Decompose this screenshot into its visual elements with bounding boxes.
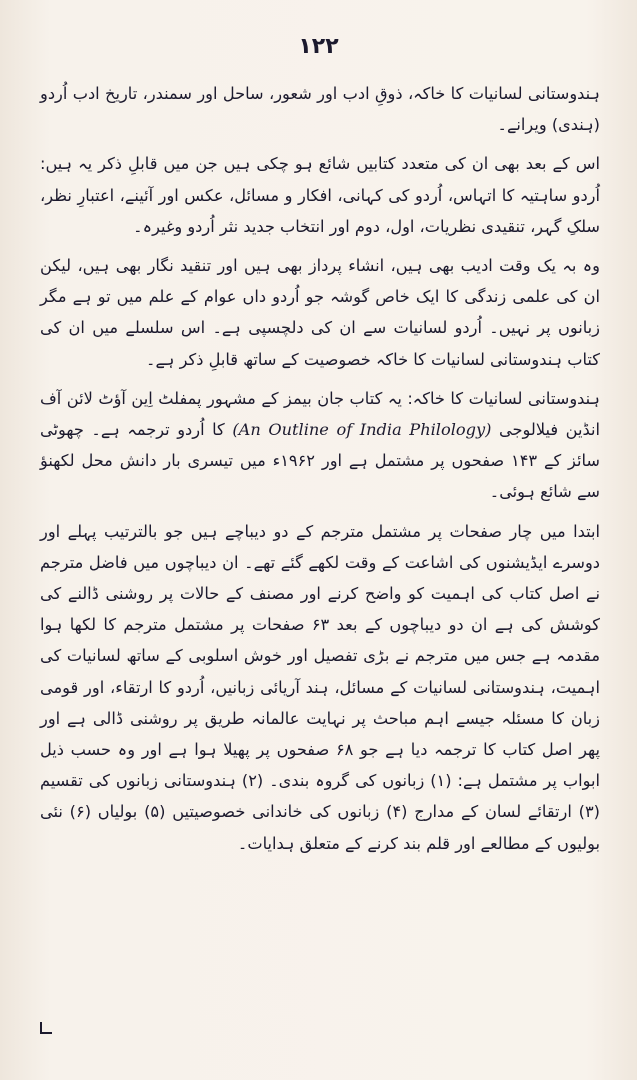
- body-text: [40, 78, 600, 867]
- english-title: (An Outline of India Philology): [232, 420, 492, 440]
- paragraph-book-list-intro: ہندوستانی لسانیات کا خاکہ، ذوقِ ادب اور شعور، ساحل اور سمندر، تاریخ ادب اُردو (ہندی) ویرانے۔: [40, 84, 600, 135]
- book-translation-text: کا اُردو ترجمہ ہے۔ چھوٹی سائز کے ۱۴۳ صفحوں پر مشتمل ہے اور ۱۹۶۲ء میں تیسری بار دانش محل لکھنؤ سے شائع ہوئی۔: [40, 420, 600, 502]
- corner-mark: [40, 1022, 52, 1034]
- paragraph-author-profile: وہ بہ یک وقت ادیب بھی ہیں، انشاء پرداز بھی ہیں اور تنقید نگار بھی ہیں، لیکن ان کی علمی زندگی کا ایک خاص گوشہ جو اُردو داں عوام کے علم میں تو ہے مگر زبانوں پر نہیں۔ اُردو لسانیات سے ان کی دلچسپی ہے۔ اس سلسلے میں ان کی کتاب ہندوستانی لسانیات کا خاکہ خصوصیت کے ساتھ قابلِ ذکر ہے۔: [40, 256, 600, 369]
- page-number: ۱۲۲: [298, 34, 339, 59]
- paragraph-later-works: اس کے بعد بھی ان کی متعدد کتابیں شائع ہو چکی ہیں جن میں قابلِ ذکر یہ ہیں: اُردو ساہتیہ کا اتہاس، اُردو کی کہانی، افکار و مسائل، عکس اور آئینے، اعتبارِ نظر، سلکِ گہر، تنقیدی نظریات، اول، دوم اور انتخاب جدید نثر اُردو وغیرہ۔: [40, 154, 600, 236]
- book-title-text: ہندوستانی لسانیات کا خاکہ: یہ کتاب جان بیمز کے مشہور پمفلٹ اِین آؤٹ لائن آف انڈین فیلالوجی: [40, 388, 600, 440]
- paragraph-book-description: [40, 383, 600, 508]
- paragraph-preface-summary: ابتدا میں چار صفحات پر مشتمل مترجم کے دو دیباچے ہیں جو بالترتیب پہلے اور دوسرے ایڈیشنوں کی اشاعت کے وقت لکھے گئے تھے۔ ان دیباچوں میں فاضل مترجم نے اصل کتاب کی اہمیت کو واضح کرنے اور مصنف کے حالات پر روشنی ڈالنے کی کوشش کی ہے ان دو دیباچوں کے بعد ۶۳ صفحات پر مشتمل مترجم کا لکھا ہوا مقدمہ ہے جس میں مترجم نے بڑی تفصیل اور خوش اسلوبی کے ساتھ لسانیات کی اہمیت، ہندوستانی لسانیات کے مسائل، ہند آریائی زبانیں، اُردو کا ارتقاء، اور قومی زبان کا مسئلہ جیسے اہم مباحث پر نہایت عالمانہ طریق پر روشنی ڈالی ہے اور پھر اصل کتاب کا ترجمہ دیا ہے جو ۶۸ صفحوں پر پھیلا ہوا ہے اور وہ حسب ذیل ابواب پر مشتمل ہے: (۱) زبانوں کی گروہ بندی۔ (۲) ہندوستانی زبانوں کی تقسیم (۳) ارتقائے لسان کے مدارج (۴) زبانوں کی خاندانی خصوصیتیں (۵) بولیاں (۶) نئی بولیوں کے مطالعے اور قلم بند کرنے کے متعلق ہدایات۔: [40, 521, 601, 853]
